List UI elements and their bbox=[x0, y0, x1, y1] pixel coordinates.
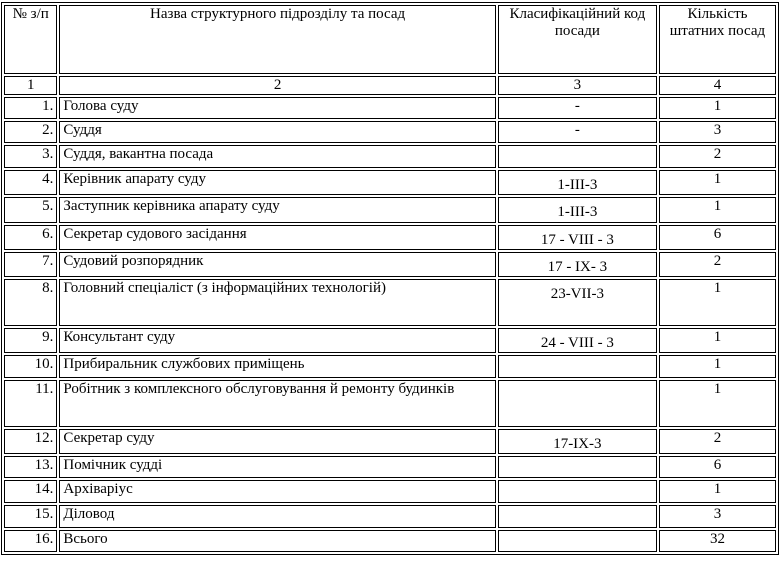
table-row bbox=[4, 97, 776, 119]
table-row bbox=[4, 380, 776, 427]
position-name: Суддя, вакантна посада bbox=[59, 145, 495, 168]
table-row bbox=[4, 505, 776, 528]
column-index-cell: 1 bbox=[4, 76, 57, 95]
total-label: Всього bbox=[59, 530, 495, 552]
table-row bbox=[4, 121, 776, 143]
table-row bbox=[4, 197, 776, 223]
position-name: Архіваріус bbox=[59, 480, 495, 503]
classification-code: 17 - VIII - 3 bbox=[498, 225, 657, 250]
position-count: 2 bbox=[659, 145, 776, 168]
position-count: 2 bbox=[659, 429, 776, 454]
table-row bbox=[4, 225, 776, 250]
row-number: 4. bbox=[4, 170, 57, 195]
position-name: Судовий розпорядник bbox=[59, 252, 495, 277]
row-number: 10. bbox=[4, 355, 57, 378]
position-count: 3 bbox=[659, 505, 776, 528]
header-row bbox=[4, 5, 776, 74]
row-number: 7. bbox=[4, 252, 57, 277]
column-index-row bbox=[4, 76, 776, 95]
position-name: Секретар судового засідання bbox=[59, 225, 495, 250]
total-row bbox=[4, 530, 776, 552]
position-name: Помічник судді bbox=[59, 456, 495, 478]
classification-code: 1-ІІІ-3 bbox=[498, 170, 657, 195]
classification-code: 1-ІІІ-3 bbox=[498, 197, 657, 223]
row-number: 5. bbox=[4, 197, 57, 223]
row-number: 9. bbox=[4, 328, 57, 353]
header-code: Класифікаційний код посади bbox=[498, 5, 657, 74]
table-row bbox=[4, 429, 776, 454]
position-count: 1 bbox=[659, 380, 776, 427]
table-row bbox=[4, 355, 776, 378]
table-row bbox=[4, 480, 776, 503]
classification-code bbox=[498, 480, 657, 503]
row-number: 13. bbox=[4, 456, 57, 478]
row-number: 2. bbox=[4, 121, 57, 143]
column-index-cell: 4 bbox=[659, 76, 776, 95]
table-row bbox=[4, 170, 776, 195]
position-count: 6 bbox=[659, 225, 776, 250]
position-name: Діловод bbox=[59, 505, 495, 528]
row-number: 8. bbox=[4, 279, 57, 326]
row-number: 6. bbox=[4, 225, 57, 250]
row-number: 3. bbox=[4, 145, 57, 168]
classification-code: 17 - IX- 3 bbox=[498, 252, 657, 277]
position-count: 1 bbox=[659, 279, 776, 326]
position-name: Робітник з комплексного обслуговування й ремонту будинків bbox=[59, 380, 495, 427]
classification-code: - bbox=[498, 97, 657, 119]
row-number: 12. bbox=[4, 429, 57, 454]
position-count: 1 bbox=[659, 328, 776, 353]
header-count: Кількість штатних посад bbox=[659, 5, 776, 74]
classification-code: 23-VII-3 bbox=[498, 279, 657, 326]
position-name: Суддя bbox=[59, 121, 495, 143]
position-count: 6 bbox=[659, 456, 776, 478]
position-count: 1 bbox=[659, 355, 776, 378]
position-name: Прибиральник службових приміщень bbox=[59, 355, 495, 378]
row-number: 15. bbox=[4, 505, 57, 528]
table-row bbox=[4, 279, 776, 326]
table-body bbox=[4, 97, 776, 552]
position-name: Керівник апарату суду bbox=[59, 170, 495, 195]
classification-code: 17-IX-3 bbox=[498, 429, 657, 454]
classification-code: 24 - VIII - 3 bbox=[498, 328, 657, 353]
classification-code bbox=[498, 380, 657, 427]
position-name: Головний спеціаліст (з інформаційних технологій) bbox=[59, 279, 495, 326]
total-code bbox=[498, 530, 657, 552]
table-row bbox=[4, 456, 776, 478]
header-num: № з/п bbox=[4, 5, 57, 74]
staff-table bbox=[1, 2, 779, 555]
classification-code bbox=[498, 456, 657, 478]
classification-code bbox=[498, 145, 657, 168]
position-count: 2 bbox=[659, 252, 776, 277]
table-row bbox=[4, 328, 776, 353]
classification-code bbox=[498, 505, 657, 528]
row-number: 14. bbox=[4, 480, 57, 503]
table-row bbox=[4, 145, 776, 168]
position-count: 1 bbox=[659, 97, 776, 119]
classification-code: - bbox=[498, 121, 657, 143]
column-index-cell: 3 bbox=[498, 76, 657, 95]
position-name: Секретар суду bbox=[59, 429, 495, 454]
row-number: 11. bbox=[4, 380, 57, 427]
position-count: 1 bbox=[659, 197, 776, 223]
total-number: 16. bbox=[4, 530, 57, 552]
position-name: Заступник керівника апарату суду bbox=[59, 197, 495, 223]
position-name: Консультант суду bbox=[59, 328, 495, 353]
row-number: 1. bbox=[4, 97, 57, 119]
position-count: 1 bbox=[659, 170, 776, 195]
position-name: Голова суду bbox=[59, 97, 495, 119]
position-count: 1 bbox=[659, 480, 776, 503]
position-count: 3 bbox=[659, 121, 776, 143]
classification-code bbox=[498, 355, 657, 378]
total-count: 32 bbox=[659, 530, 776, 552]
header-name: Назва структурного підрозділу та посад bbox=[59, 5, 495, 74]
table-row bbox=[4, 252, 776, 277]
column-index-cell: 2 bbox=[59, 76, 495, 95]
